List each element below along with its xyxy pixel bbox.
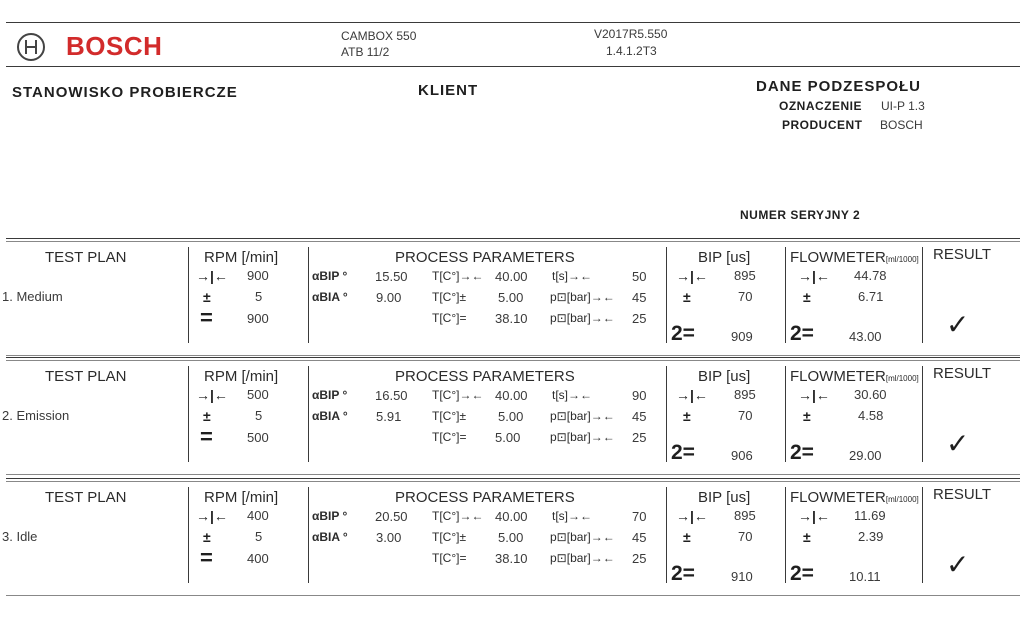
pressure-b-value: 25	[632, 551, 647, 566]
measured-icon: 2=	[671, 322, 695, 345]
rpm-nominal: 400	[247, 508, 269, 523]
tolerance-icon: ±	[803, 529, 811, 545]
equals-icon: =	[200, 305, 213, 330]
tolerance-icon: ±	[683, 408, 691, 424]
component-title: DANE PODZESPOŁU	[756, 78, 922, 95]
nominal-icon: →|←	[196, 508, 228, 524]
alpha-bia-label: αBIA °	[312, 290, 348, 304]
top-rule	[6, 22, 1020, 23]
process-header: PROCESS PARAMETERS	[395, 249, 575, 266]
nominal-icon: →|←	[196, 268, 228, 284]
nominal-icon: →|←	[798, 268, 830, 284]
temp-nominal-value: 40.00	[495, 388, 528, 403]
temp-tolerance-value: 5.00	[498, 530, 524, 545]
tolerance-icon: ±	[203, 408, 211, 424]
pressure-a-label: p⊡[bar]→←	[550, 290, 615, 304]
pressure-b-value: 25	[632, 311, 647, 326]
col-divider	[922, 366, 923, 462]
rpm-nominal: 900	[247, 268, 269, 283]
pressure-a-value: 45	[632, 409, 647, 424]
temp-nominal-label: T[C°]→←	[432, 388, 484, 402]
temp-tolerance-label: T[C°]±	[432, 290, 467, 304]
result-header: RESULT	[933, 365, 992, 382]
measured-icon: 2=	[790, 322, 814, 345]
time-label: t[s]→←	[552, 269, 593, 283]
pressure-b-value: 25	[632, 430, 647, 445]
test-plan-name: 2. Emission	[2, 408, 70, 423]
result-check-icon: ✓	[946, 309, 970, 340]
flow-nominal: 11.69	[854, 508, 886, 523]
col-divider	[922, 487, 923, 583]
alpha-bip-label: αBIP °	[312, 509, 348, 523]
software-version-sub: 1.4.1.2T3	[606, 44, 657, 58]
test-plan-header: TEST PLAN	[45, 368, 127, 385]
flowmeter-unit: [ml/1000]	[885, 374, 919, 383]
col-divider	[785, 247, 786, 343]
producer-label: PRODUCENT	[782, 118, 863, 132]
flow-tolerance: 4.58	[858, 408, 884, 423]
result-check-icon: ✓	[946, 549, 970, 580]
flowmeter-label: FLOWMETER	[790, 368, 886, 385]
time-value: 70	[632, 509, 647, 524]
device-model: ATB 11/2	[341, 45, 390, 59]
measured-icon: 2=	[790, 562, 814, 585]
process-header: PROCESS PARAMETERS	[395, 489, 575, 506]
process-header: PROCESS PARAMETERS	[395, 368, 575, 385]
alpha-bia-value: 9.00	[376, 290, 402, 305]
col-divider	[188, 366, 189, 462]
flowmeter-label: FLOWMETER	[790, 489, 886, 506]
time-label: t[s]→←	[552, 509, 593, 523]
tolerance-icon: ±	[803, 408, 811, 424]
serial-number: NUMER SERYJNY 2	[740, 208, 861, 222]
bip-header: BIP [us]	[698, 368, 751, 385]
temp-tolerance-value: 5.00	[498, 409, 524, 424]
alpha-bia-label: αBIA °	[312, 530, 348, 544]
col-divider	[188, 487, 189, 583]
flowmeter-label: FLOWMETER	[790, 249, 886, 266]
time-value: 90	[632, 388, 647, 403]
time-label: t[s]→←	[552, 388, 593, 402]
col-divider	[666, 487, 667, 583]
bip-tolerance: 70	[738, 529, 753, 544]
temp-nominal-value: 40.00	[495, 509, 528, 524]
temp-equal-value: 38.10	[495, 311, 528, 326]
temp-tolerance-label: T[C°]±	[432, 409, 467, 423]
col-divider	[308, 487, 309, 583]
flowmeter-header	[790, 249, 919, 266]
rpm-header: RPM [/min]	[204, 489, 279, 506]
block-top-rule-2	[6, 241, 1020, 242]
temp-nominal-value: 40.00	[495, 269, 528, 284]
temp-equal-label: T[C°]=	[432, 311, 467, 325]
col-divider	[666, 247, 667, 343]
flow-measured: 43.00	[849, 329, 882, 344]
block-bottom-rule	[6, 355, 1020, 356]
alpha-bip-value: 15.50	[375, 269, 408, 284]
bip-nominal: 895	[734, 387, 756, 402]
bip-tolerance: 70	[738, 289, 753, 304]
tolerance-icon: ±	[803, 289, 811, 305]
brand-logo-text: BOSCH	[66, 31, 163, 61]
pressure-a-value: 45	[632, 290, 647, 305]
block-bottom-rule	[6, 474, 1020, 475]
time-value: 50	[632, 269, 647, 284]
nominal-icon: →|←	[798, 387, 830, 403]
test-plan-header: TEST PLAN	[45, 489, 127, 506]
bip-header: BIP [us]	[698, 249, 751, 266]
tolerance-icon: ±	[203, 529, 211, 545]
bip-tolerance: 70	[738, 408, 753, 423]
client-title: KLIENT	[418, 82, 479, 99]
test-plan-block	[2, 238, 1020, 356]
bip-measured: 906	[731, 448, 753, 463]
measured-icon: 2=	[671, 562, 695, 585]
block-top-rule	[6, 238, 1020, 239]
equals-icon: =	[200, 424, 213, 449]
tolerance-icon: ±	[683, 529, 691, 545]
tolerance-icon: ±	[203, 289, 211, 305]
flowmeter-unit: [ml/1000]	[885, 255, 919, 264]
block-top-rule-2	[6, 481, 1020, 482]
bip-header: BIP [us]	[698, 489, 751, 506]
col-divider	[785, 487, 786, 583]
flow-tolerance: 6.71	[858, 289, 884, 304]
alpha-bia-value: 5.91	[376, 409, 402, 424]
alpha-bip-label: αBIP °	[312, 388, 348, 402]
flow-tolerance: 2.39	[858, 529, 884, 544]
flowmeter-unit: [ml/1000]	[885, 495, 919, 504]
pressure-b-label: p⊡[bar]→←	[550, 311, 615, 325]
measured-icon: 2=	[671, 441, 695, 464]
flowmeter-header	[790, 368, 919, 385]
block-bottom-rule	[6, 595, 1020, 596]
temp-equal-label: T[C°]=	[432, 430, 467, 444]
bip-measured: 910	[731, 569, 753, 584]
flow-nominal: 44.78	[854, 268, 887, 283]
col-divider	[785, 366, 786, 462]
col-divider	[666, 366, 667, 462]
station-title: STANOWISKO PROBIERCZE	[12, 84, 238, 101]
pressure-a-label: p⊡[bar]→←	[550, 409, 615, 423]
temp-nominal-label: T[C°]→←	[432, 509, 484, 523]
block-top-rule	[6, 357, 1020, 358]
alpha-bip-value: 20.50	[375, 509, 408, 524]
flow-measured: 29.00	[849, 448, 882, 463]
rpm-tolerance: 5	[255, 529, 263, 544]
test-plan-name: 3. Idle	[2, 529, 38, 544]
pressure-b-label: p⊡[bar]→←	[550, 430, 615, 444]
bip-nominal: 895	[734, 268, 756, 283]
test-plan-header: TEST PLAN	[45, 249, 127, 266]
bip-nominal: 895	[734, 508, 756, 523]
temp-equal-label: T[C°]=	[432, 551, 467, 565]
equals-icon: =	[200, 545, 213, 570]
test-plan-block	[2, 478, 1020, 596]
block-top-rule-2	[6, 360, 1020, 361]
nominal-icon: →|←	[676, 508, 708, 524]
bip-measured: 909	[731, 329, 753, 344]
flow-measured: 10.11	[849, 569, 881, 584]
temp-tolerance-value: 5.00	[498, 290, 524, 305]
col-divider	[922, 247, 923, 343]
test-plan-block	[2, 357, 1020, 475]
rpm-header: RPM [/min]	[204, 249, 279, 266]
rpm-equal: 900	[247, 311, 269, 326]
nominal-icon: →|←	[676, 268, 708, 284]
bosch-logo-icon	[17, 33, 45, 61]
temp-equal-value: 38.10	[495, 551, 528, 566]
software-version: V2017R5.550	[594, 27, 668, 41]
nominal-icon: →|←	[798, 508, 830, 524]
rpm-equal: 400	[247, 551, 269, 566]
nominal-icon: →|←	[196, 387, 228, 403]
temp-equal-value: 5.00	[495, 430, 521, 445]
alpha-bia-label: αBIA °	[312, 409, 348, 423]
measured-icon: 2=	[790, 441, 814, 464]
rpm-tolerance: 5	[255, 408, 263, 423]
rpm-tolerance: 5	[255, 289, 263, 304]
block-top-rule	[6, 478, 1020, 479]
header-rule	[6, 66, 1020, 67]
rpm-nominal: 500	[247, 387, 269, 402]
result-header: RESULT	[933, 486, 992, 503]
tolerance-icon: ±	[683, 289, 691, 305]
pressure-a-label: p⊡[bar]→←	[550, 530, 615, 544]
flow-nominal: 30.60	[854, 387, 887, 402]
producer-value: BOSCH	[880, 118, 923, 132]
alpha-bia-value: 3.00	[376, 530, 402, 545]
pressure-a-value: 45	[632, 530, 647, 545]
rpm-equal: 500	[247, 430, 269, 445]
test-plan-name: 1. Medium	[2, 289, 63, 304]
temp-nominal-label: T[C°]→←	[432, 269, 484, 283]
designation-label: OZNACZENIE	[779, 99, 862, 113]
col-divider	[308, 247, 309, 343]
alpha-bip-label: αBIP °	[312, 269, 348, 283]
nominal-icon: →|←	[676, 387, 708, 403]
rpm-header: RPM [/min]	[204, 368, 279, 385]
pressure-b-label: p⊡[bar]→←	[550, 551, 615, 565]
result-header: RESULT	[933, 246, 992, 263]
col-divider	[308, 366, 309, 462]
col-divider	[188, 247, 189, 343]
result-check-icon: ✓	[946, 428, 970, 459]
temp-tolerance-label: T[C°]±	[432, 530, 467, 544]
designation-value: UI-P 1.3	[881, 99, 925, 113]
device-name: CAMBOX 550	[341, 29, 417, 43]
flowmeter-header	[790, 489, 919, 506]
alpha-bip-value: 16.50	[375, 388, 408, 403]
